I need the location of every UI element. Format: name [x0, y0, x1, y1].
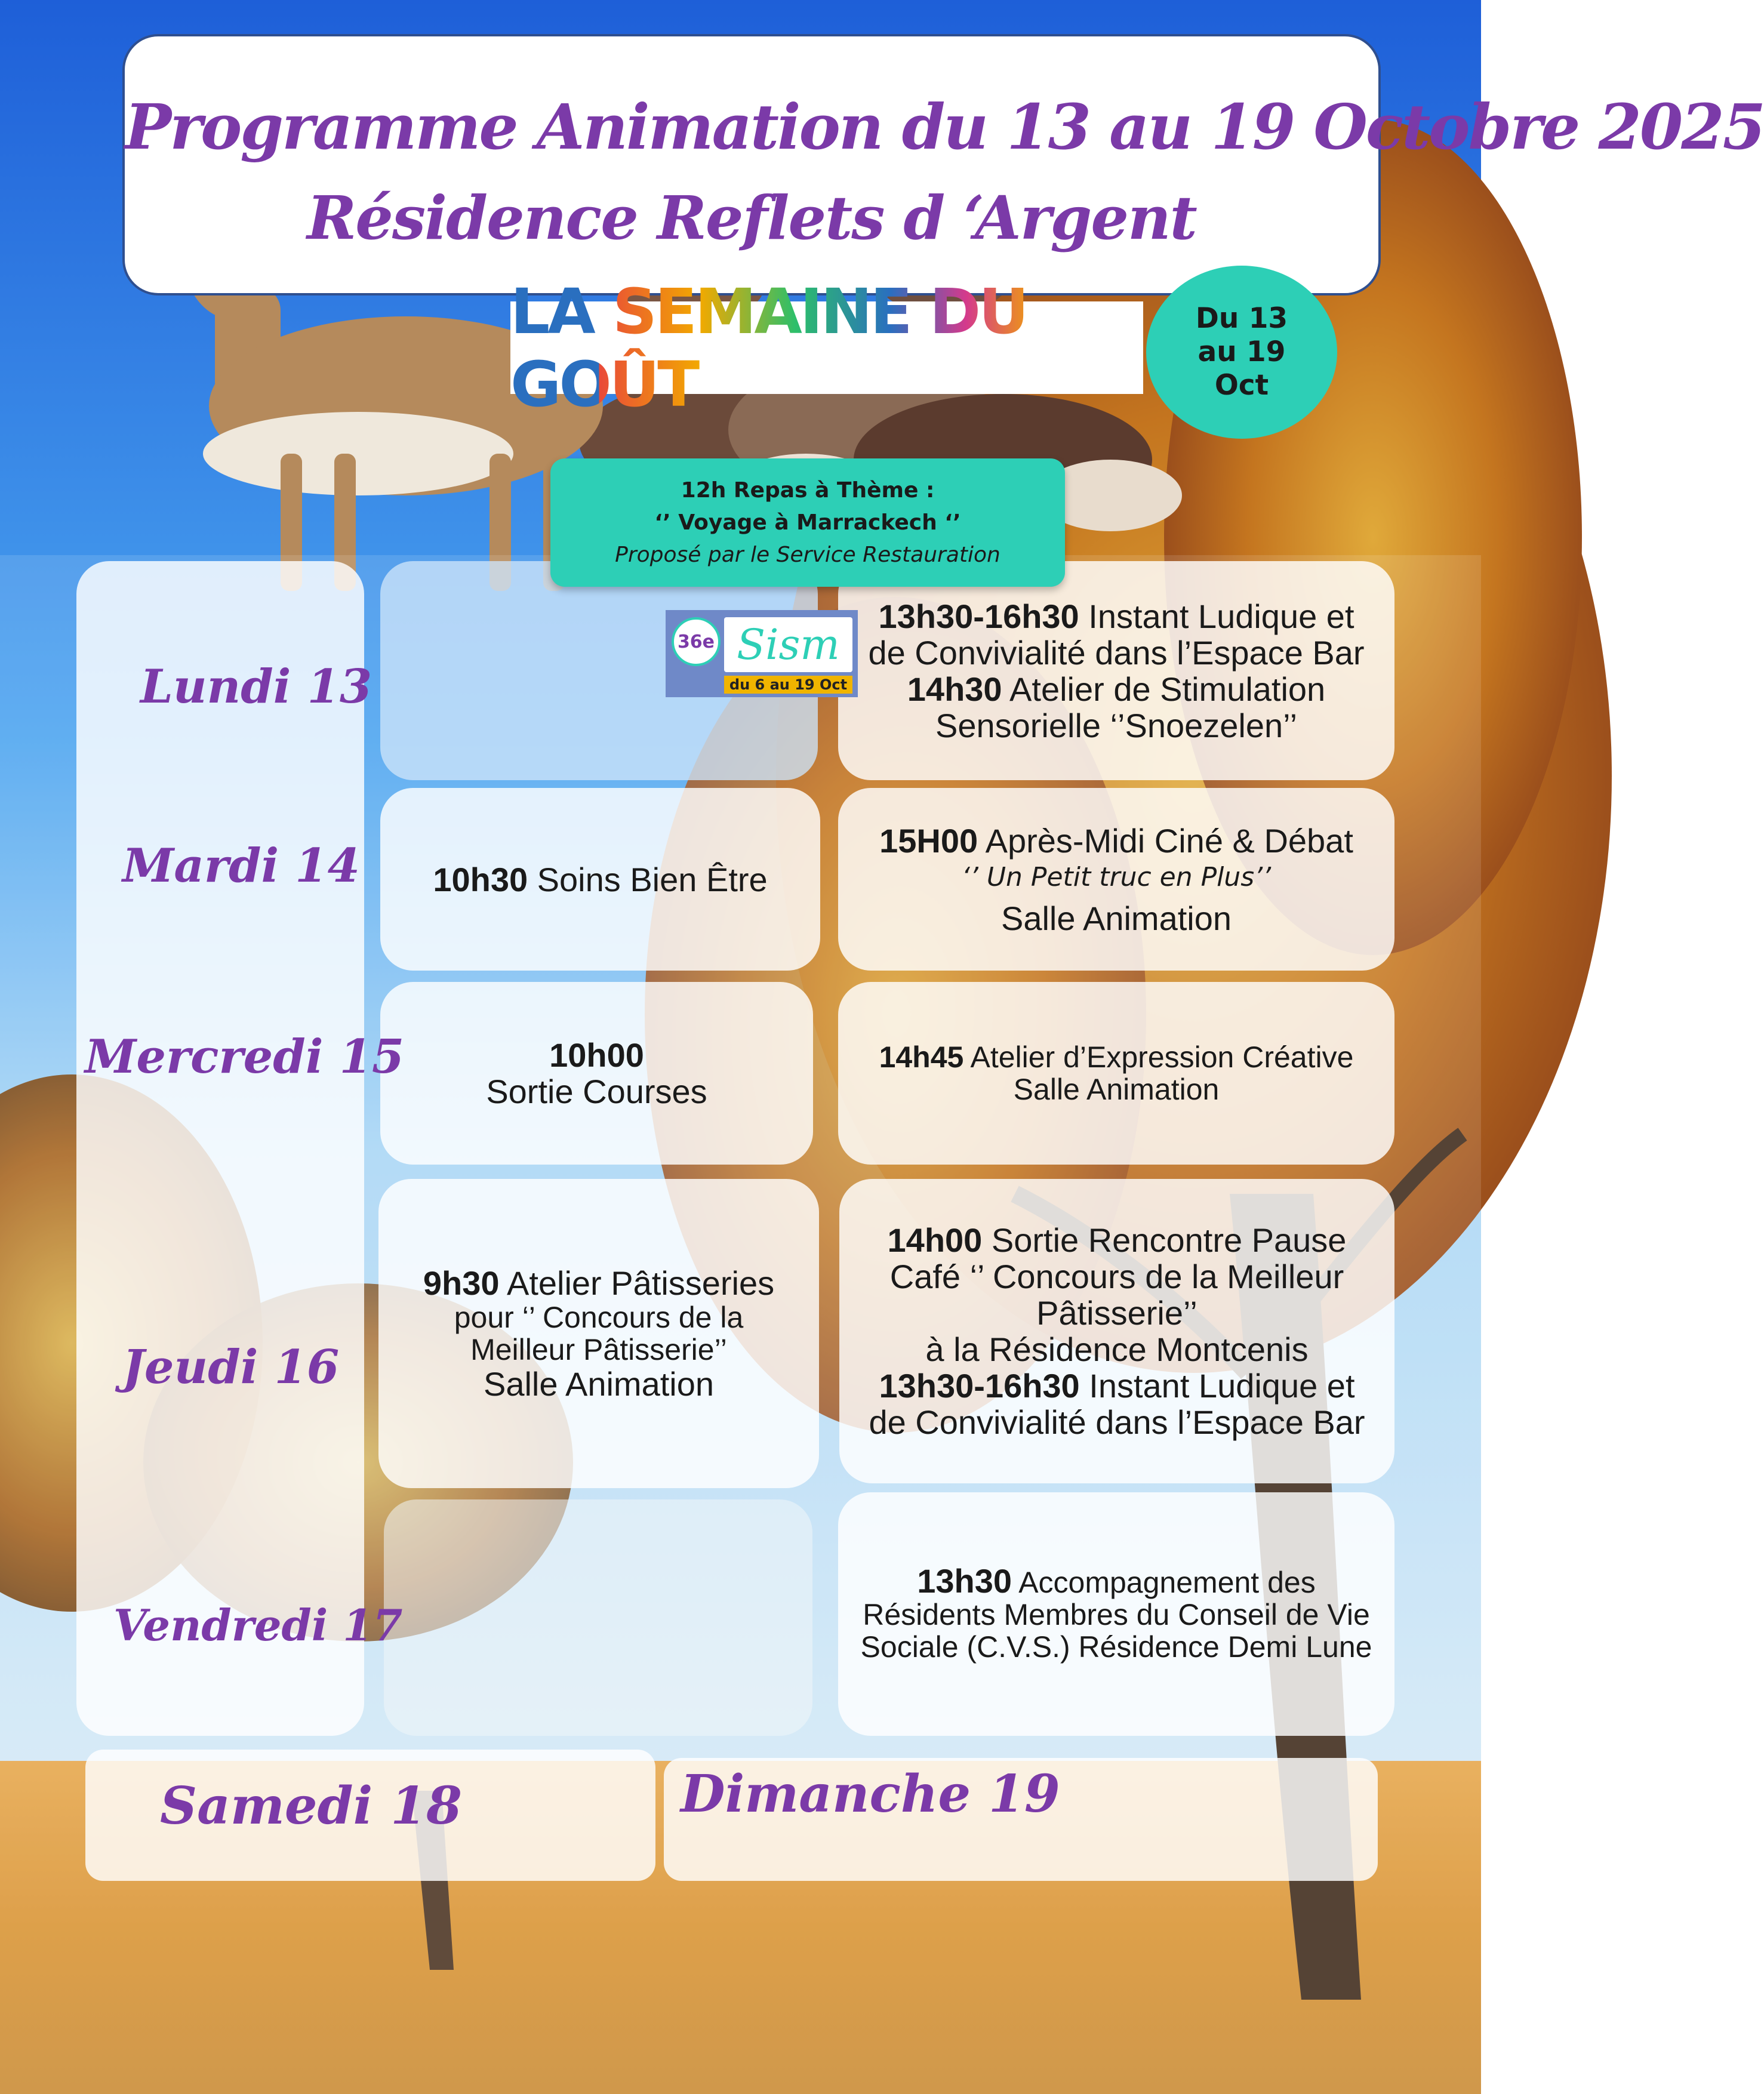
meal-time: 12h Repas à Thème :: [681, 478, 935, 503]
day-label-tuesday: Mardi 14: [122, 839, 360, 893]
monday-activity-1b: de Convivialité dans l’Espace Bar: [868, 633, 1365, 672]
title-box: [122, 34, 1764, 295]
themed-meal-banner: [550, 458, 1065, 587]
tuesday-am-activity: Soins Bien Être: [528, 860, 768, 898]
monday-afternoon-cell: [838, 561, 1394, 780]
event-dates-badge: [1146, 266, 1337, 439]
day-label-sunday: Dimanche 19: [681, 1764, 1060, 1824]
day-column-panel: [76, 561, 364, 1736]
friday-afternoon-cell: [838, 1492, 1394, 1736]
wednesday-pm-activity: Atelier d’Expression Créative: [963, 1040, 1354, 1074]
thursday-pm-activity-2b: de Convivialité dans l’Espace Bar: [869, 1403, 1365, 1441]
meal-theme: ‘’ Voyage à Marrackech ‘’: [654, 510, 961, 535]
friday-pm-activity-2: Résidents Membres du Conseil de Vie: [863, 1598, 1370, 1631]
thursday-pm-activity-1a: Sortie Rencontre Pause: [982, 1221, 1347, 1259]
tuesday-pm-place: Salle Animation: [1000, 899, 1232, 937]
thursday-afternoon-cell: [839, 1179, 1394, 1483]
sism-logo: Sism: [724, 617, 852, 672]
sism-dates: du 6 au 19 Oct: [724, 676, 852, 694]
thursday-morning-cell: [378, 1179, 819, 1488]
wednesday-morning-cell: [380, 982, 813, 1165]
thursday-am-activity: Atelier Pâtisseries: [499, 1264, 775, 1302]
thursday-pm-time-2: 13h30-16h30: [879, 1367, 1080, 1405]
day-label-thursday: Jeudi 16: [122, 1340, 340, 1394]
thursday-am-place: Salle Animation: [483, 1365, 714, 1403]
thursday-am-detail-1: pour ‘’ Concours de la: [454, 1301, 744, 1334]
sism-badge: [666, 610, 858, 697]
thursday-pm-activity-1c: Pâtisserie’’: [1036, 1294, 1197, 1332]
sism-edition-icon: 36e: [672, 617, 721, 666]
friday-pm-activity-1: Accompagnement des: [1012, 1566, 1316, 1599]
monday-activity-2b: Sensorielle ‘’Snoezelen’’: [935, 706, 1298, 744]
wednesday-pm-time: 14h45: [879, 1040, 964, 1074]
thursday-pm-activity-1b: Café ‘’ Concours de la Meilleur: [889, 1258, 1344, 1295]
day-label-friday: Vendredi 17: [113, 1600, 403, 1650]
thursday-pm-activity-1d: à la Résidence Montcenis: [925, 1331, 1309, 1368]
wednesday-afternoon-cell: [838, 982, 1394, 1165]
dates-line-2: au 19: [1197, 335, 1286, 368]
dates-line-1: Du 13: [1195, 302, 1288, 335]
wednesday-am-activity: Sortie Courses: [486, 1073, 707, 1110]
meal-provider: Proposé par le Service Restauration: [615, 542, 1000, 567]
semaine-du-gout-logo: [510, 275, 1143, 421]
day-label-saturday: Samedi 18: [160, 1776, 462, 1836]
day-label-wednesday: Mercredi 15: [85, 1030, 405, 1084]
page-title: Programme Animation du 13 au 19 Octobre 2025: [125, 90, 1764, 164]
monday-time-1: 13h30-16h30: [878, 597, 1079, 635]
residence-name: Résidence Reflets d ‘Argent: [307, 183, 1196, 253]
thursday-am-time: 9h30: [423, 1264, 500, 1302]
monday-time-2: 14h30: [907, 670, 1002, 708]
semaine-du-gout-label: LA SEMAINE DU GOÛT: [510, 275, 1143, 421]
friday-morning-cell: [384, 1499, 812, 1736]
thursday-am-detail-2: Meilleur Pâtisserie’’: [470, 1333, 727, 1366]
tuesday-pm-time: 15H00: [879, 821, 978, 860]
monday-activity-1a: Instant Ludique et: [1079, 597, 1354, 635]
dates-line-3: Oct: [1214, 369, 1269, 402]
day-label-monday: Lundi 13: [140, 660, 372, 714]
wednesday-am-time: 10h00: [549, 1036, 644, 1074]
tuesday-pm-activity: Après-Midi Ciné & Débat: [978, 821, 1353, 860]
thursday-pm-time-1: 14h00: [887, 1221, 983, 1259]
tuesday-afternoon-cell: [838, 788, 1394, 971]
thursday-pm-activity-2a: Instant Ludique et: [1079, 1367, 1355, 1405]
monday-activity-2a: Atelier de Stimulation: [1002, 670, 1326, 708]
wednesday-pm-place: Salle Animation: [1013, 1073, 1220, 1106]
tuesday-film-title: ‘’ Un Petit truc en Plus’’: [961, 861, 1272, 892]
tuesday-am-time: 10h30: [433, 860, 528, 898]
friday-pm-activity-3: Sociale (C.V.S.) Résidence Demi Lune: [860, 1630, 1372, 1664]
friday-pm-time: 13h30: [917, 1562, 1012, 1600]
tuesday-morning-cell: [380, 788, 820, 971]
